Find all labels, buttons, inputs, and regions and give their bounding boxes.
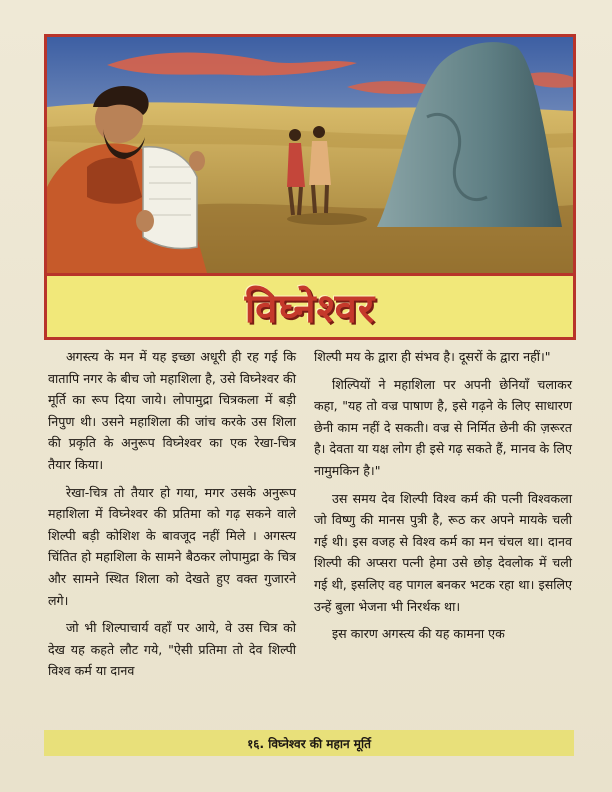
paragraph: शिल्पी मय के द्वारा ही संभव है। दूसरों के द्वारा नहीं।" [314,349,551,364]
page-footer [44,730,574,756]
paragraph: इस कारण अगस्त्य की यह कामना एक [332,626,505,642]
paragraph: उस समय देव शिल्पी विश्व कर्म की पत्नी विश्वकला जो विष्णु की मानस पुत्री है, रूठ कर अपने मायके चली गई थी। इस वजह से विश्व कर्म का मन चंचल था। दानव शिल्पी की अप्सरा पत्नी हेमा उसे छोड़ देवलोक में चली गई थी, इसलिए वह पागल बनकर भटक रहा था। इसलिए उन्हें बुला भेजना भी निरर्थक था। [314,490,572,614]
right-column [314,346,572,651]
illustration-frame [44,34,576,340]
paragraph: अगस्त्य के मन में यह इच्छा अधूरी ही रह गई कि वातापि नगर के बीच जो महाशिला है, उसे विघ्नेश्वर की मूर्ति का रूप दिया जाये। लोपामुद्रा चित्रकला में बड़ी निपुण थी। उसने महाशिला की जांच करके उस शिला की प्रकृति के अनुरूप विघ्नेश्वर का एक रेखा-चित्र तैयार किया। [48,349,296,472]
paragraph: शिल्पियों ने महाशिला पर अपनी छेनियाँ चलाकर कहा, "यह तो वज्र पाषाण है, इसे गढ़ने के लिए साधारण छेनी काम नहीं दे सकती। वज्र से निर्मित छेनी की ज़रूरत है। देवता या यक्ष लोग ही इसे गढ़ सकते हैं, मानव के लिए नामुमकिन है।" [314,376,572,478]
paragraph: जो भी शिल्पाचार्य वहाँ पर आये, वे उस चित्र को देख यह कहते लौट गये, "ऐसी प्रतिमा तो देव शिल्पी विश्व कर्म या दानव [48,620,296,679]
title-band [47,273,573,337]
chapter-title: विघ्नेश्वर [244,286,376,332]
paragraph: रेखा-चित्र तो तैयार हो गया, मगर उसके अनुरूप महाशिला में विघ्नेश्वर की प्रतिमा को गढ़ सकने वाले शिल्पी बड़ी कोशिश के बावजूद नहीं मिले । अगस्त्य चिंतित हो महाशिला के सामने बैठकर लोपामुद्रा के चित्र और सामने स्थित शिला को देखते हुए वक्त गुजारने लगे। [48,484,296,608]
footer-text: १६. विघ्नेश्वर की महान मूर्ति [247,736,371,751]
sage-reading-scroll-illustration [47,37,573,273]
left-column [48,346,296,688]
